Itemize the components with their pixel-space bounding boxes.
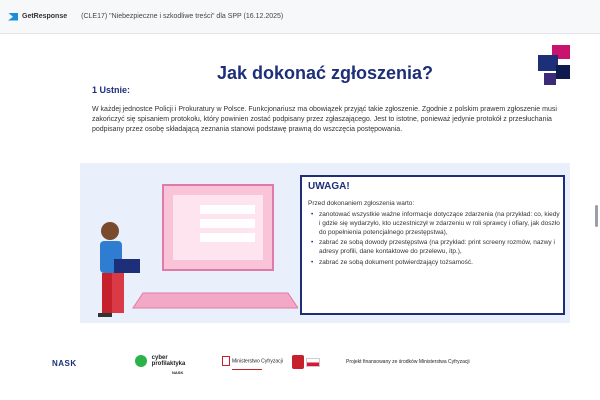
webinar-title: (CLE17) "Niebezpieczne i szkodliwe treści" dla SPP (16.12.2025) — [81, 13, 284, 20]
brand-name: GetResponse — [22, 13, 68, 20]
ministerstwo-logo — [222, 356, 283, 370]
warning-title: UWAGA! — [308, 181, 350, 192]
envelope-icon — [8, 13, 18, 21]
nask-logo: NASK — [52, 359, 77, 368]
eagle-emblem-icon — [222, 356, 230, 366]
person-laptop-illustration — [88, 173, 298, 323]
poland-flag-icon — [306, 358, 320, 367]
cyber-line2: profilaktyka — [151, 361, 186, 367]
presentation-slide — [80, 45, 570, 330]
warning-intro: Przed dokonaniem zgłoszenia warto: — [308, 200, 415, 207]
list-item: • zabrać ze sobą dokument potwierdzający tożsamość. — [310, 259, 560, 268]
warning-list — [310, 211, 560, 270]
list-item: • zanotować wszystkie ważne informacje dotyczące zdarzenia (na przykład: co, kiedy i gdzie się wydarzyło, kto uczestniczył w zdarzeniu w roli sprawcy i ofiary, jak doszło do popełnienia potencjalnego przestępstwa), — [310, 211, 560, 237]
poland-emblem — [292, 355, 320, 369]
cyber-icon — [135, 355, 147, 367]
list-item: • zabrać ze sobą dowody przestępstwa (na przykład: print screeny rozmów, nazwy i adresy profili, dane kontaktowe do przelewu, itp.), — [310, 239, 560, 257]
scrollbar[interactable] — [595, 205, 598, 227]
cyber-sub: NASK — [172, 370, 184, 375]
ministerstwo-underline — [232, 369, 262, 370]
ministerstwo-text: Ministerstwo Cyfryzacji — [232, 358, 283, 365]
getresponse-logo[interactable] — [8, 13, 67, 21]
slide-paragraph: W każdej jednostce Policji i Prokuratury w Polsce. Funkcjonariusz ma obowiązek przyjąć takie zgłoszenie. Zgodnie z polskim prawem zgłoszenie musi zakończyć się spisaniem protokołu, który powinien zostać podpisany przez zgłaszającego. Jest to istotne, ponieważ jedynie protokół z przesłuchania podpisany przez osobę składającą zeznania stanowi podstawę prawną do wszczęcia postępowania. — [92, 106, 557, 133]
cyber-line1: cyber — [151, 355, 168, 361]
cyberprofilaktyka-logo — [135, 355, 186, 375]
project-funding-note: Projekt finansowany ze środków Ministerstwa Cyfryzacji — [346, 359, 470, 365]
coat-of-arms-icon — [292, 355, 304, 369]
slide-headline: Jak dokonać zgłoszenia? — [216, 63, 434, 83]
top-bar — [0, 0, 600, 34]
cyber-logo-text — [152, 355, 186, 367]
slide-subheading: 1 Ustnie: — [92, 85, 131, 95]
